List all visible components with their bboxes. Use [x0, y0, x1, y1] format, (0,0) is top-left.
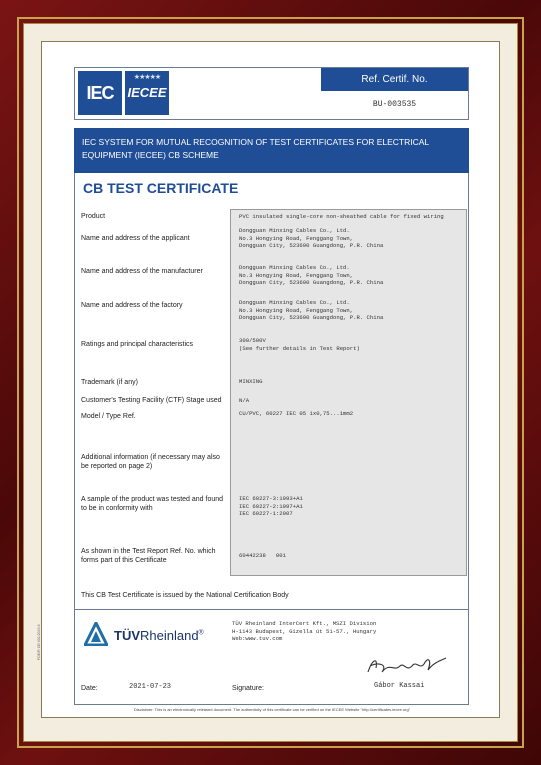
sample-value: IEC 60227-3:1993+A1 IEC 60227-2:1997+A1 IEC 60227-1:2007 — [239, 495, 303, 518]
date-label: Date: — [81, 685, 98, 692]
sample-label: A sample of the product was tested and found to be in conformity with — [81, 496, 224, 512]
applicant-value: Dongguan Minxing Cables Co., Ltd. No.3 Hongying Road, Fenggang Town, Dongguan City, 523690 Guangdong, P.R. China — [239, 227, 384, 250]
registered-mark: ® — [198, 629, 204, 637]
ref-certif-label: Ref. Certif. No. — [321, 68, 468, 91]
iec-logo: IEC — [78, 71, 122, 115]
ratings-value: 300/500V (See further details in Test Report) — [239, 337, 360, 352]
iecee-logo-text: IECEE — [127, 85, 167, 100]
trademark-label: Trademark (if any) — [81, 379, 138, 386]
manufacturer-value: Dongguan Minxing Cables Co., Ltd. No.3 Hongying Road, Fenggang Town, Dongguan City, 523690 Guangdong, P.R. China — [239, 264, 384, 287]
signer-name: Gábor Kassai — [374, 682, 425, 690]
manufacturer-label: Name and address of the manufacturer — [81, 268, 203, 275]
product-label: Product — [81, 213, 106, 220]
side-code: FOE/R·CB·001/2019-6 — [37, 624, 41, 660]
handwritten-signature — [360, 650, 450, 680]
ncb-logo-bold: TÜV — [114, 628, 140, 643]
report-value: 60442238 001 — [239, 552, 286, 559]
date-value: 2021-07-23 — [129, 683, 172, 691]
divider — [74, 609, 469, 610]
factory-value: Dongguan Minxing Cables Co., Ltd. No.3 Hongying Road, Fenggang Town, Dongguan City, 523690 Guangdong, P.R. China — [239, 299, 384, 322]
iecee-logo — [125, 71, 169, 115]
ncb-logo-rest: Rheinland — [140, 628, 199, 643]
product-value: PVC insulated single-core non-sheathed cable for fixed wiring — [239, 213, 444, 220]
signature-label: Signature: — [232, 685, 264, 692]
ref-certif-number: BU-003535 — [372, 100, 417, 109]
ncb-address: TÜV Rheinland InterCert Kft., MSZI Division H-1143 Budapest, Gizella út 51-57., Hungary Web:www.tuv.com — [232, 620, 377, 643]
trademark-value: MINXING — [239, 378, 263, 385]
ctf-value: N/A — [239, 397, 250, 404]
ratings-label: Ratings and principal characteristics — [81, 341, 194, 348]
applicant-label: Name and address of the applicant — [81, 235, 190, 242]
factory-label: Name and address of the factory — [81, 302, 183, 309]
iecee-stars-icon: ★★★★★ — [133, 74, 161, 81]
disclaimer: Disclaimer: This is an electronically released document. The authenticity of this certificate can be verified on the IECEE Website "http://certificates.iecee.org" — [133, 707, 411, 712]
model-label: Model / Type Ref. — [81, 413, 136, 420]
ncb-logo-name — [114, 628, 204, 643]
logo-area — [75, 68, 321, 119]
tuv-triangle-icon — [84, 622, 108, 646]
report-label: As shown in the Test Report Ref. No. which forms part of this Certificate — [81, 548, 216, 564]
page-title: CB TEST CERTIFICATE — [83, 180, 239, 196]
scheme-banner: IEC SYSTEM FOR MUTUAL RECOGNITION OF TEST CERTIFICATES FOR ELECTRICAL EQUIPMENT (IECEE) CB SCHEME — [74, 128, 469, 173]
issued-by-note: This CB Test Certificate is issued by the National Certification Body — [81, 592, 289, 599]
ctf-label: Customer's Testing Facility (CTF) Stage used — [81, 397, 222, 404]
model-value: CU/PVC, 60227 IEC 05 1x0,75...1mm2 — [239, 410, 354, 417]
certificate-header — [74, 67, 469, 120]
additional-info-label: Additional information (if necessary may also be reported on page 2) — [81, 454, 220, 470]
